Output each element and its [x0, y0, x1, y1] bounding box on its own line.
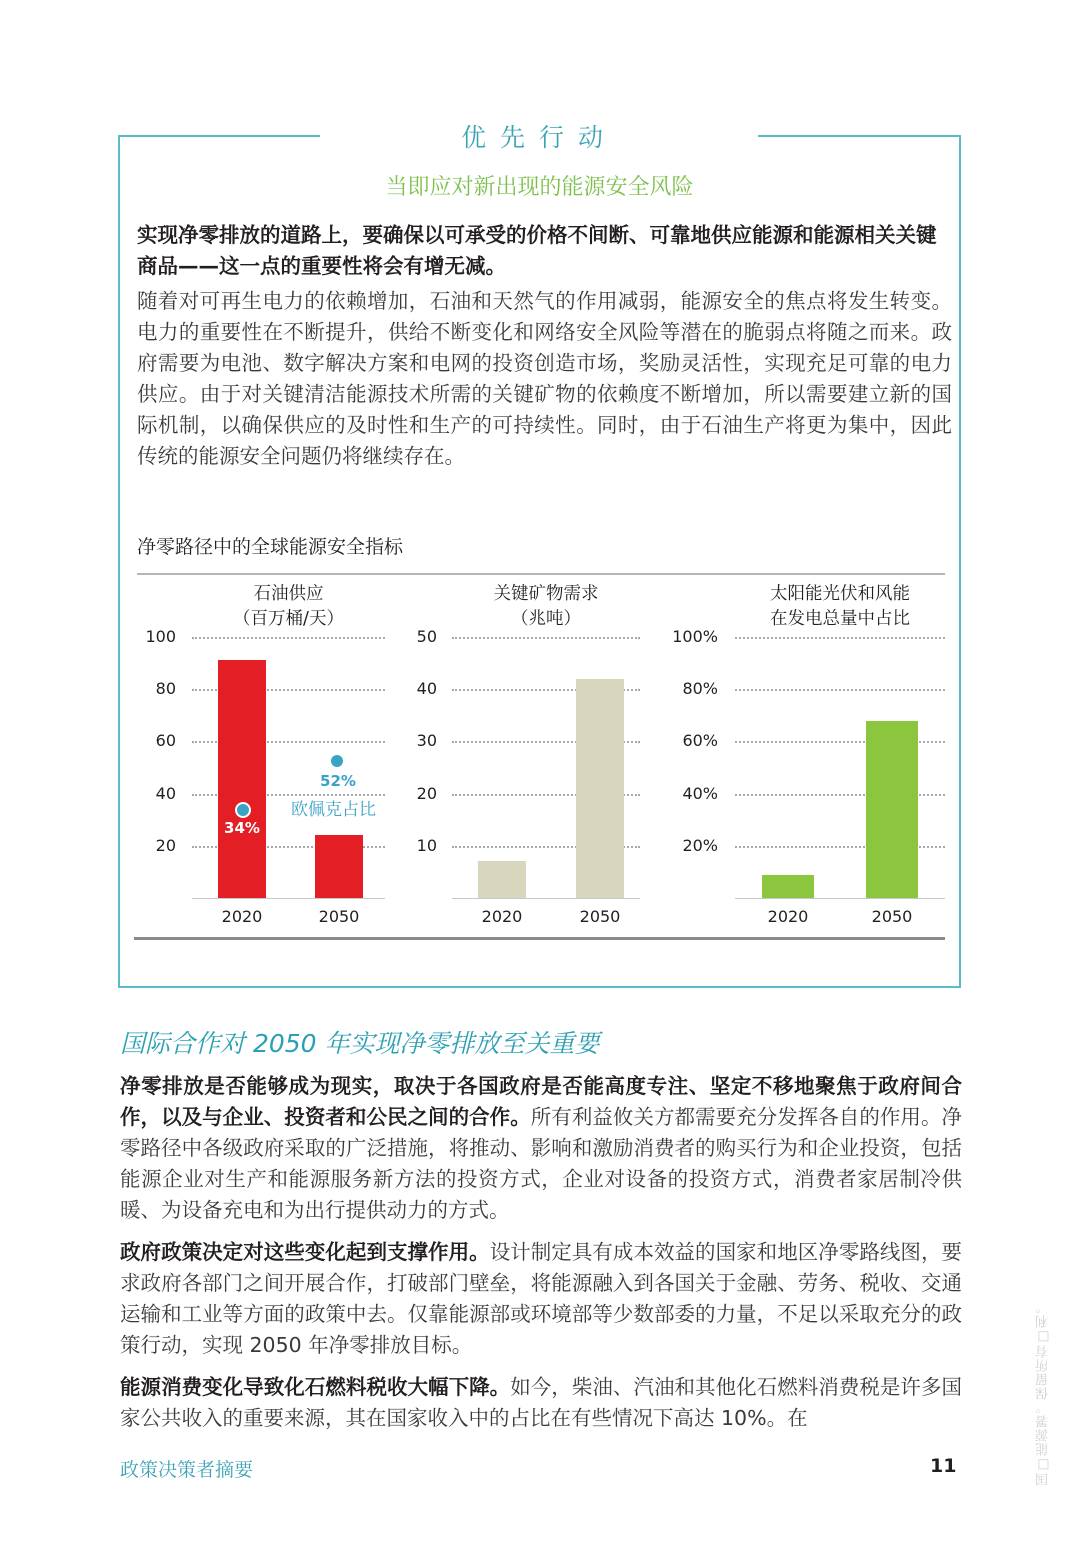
box-top-border-left [118, 135, 320, 137]
y-tick-label: 100% [672, 627, 718, 646]
x-tick-label: 2050 [579, 907, 621, 926]
y-tick-label: 60% [682, 731, 718, 751]
bar-2020 [218, 660, 266, 898]
chart-title-line: 太阳能光伏和风能 [770, 584, 910, 604]
chart-subtitle-line: （兆吨） [511, 609, 581, 629]
x-tick-label: 2020 [481, 907, 523, 926]
bar-2020 [762, 875, 814, 898]
paragraph-2 [120, 1237, 962, 1361]
paragraph-1-body: 所有利益攸关方都需要充分发挥各自的作用。净零路径中各级政府采取的广泛措施，将推动、影响和激励消费者的购买行为和企业投资，包括能源企业对生产和能源服务新方法的投资方式，企业对设备的投资方式，消费者家居制冷供暖、为设备充电和为出行提供动力的方式。 [120, 1105, 962, 1222]
page-number: 11 [930, 1455, 957, 1477]
box-lead-text: 实现净零排放的道路上，要确保以可承受的价格不间断、可靠地供应能源和能源相关关键商品——这一点的重要性将会有增无减。 [137, 223, 937, 278]
chart-heading: 净零路径中的全球能源安全指标 [137, 536, 404, 558]
y-tick-label: 80% [682, 679, 718, 699]
gridline [735, 637, 945, 639]
paragraph-1-lead: 净零排放是否能够成为现实，取决于各国政府是否能高度专注、坚定不移地聚焦于政府间合作，以及与企业、投资者和公民之间的合作。 [120, 1074, 962, 1129]
chart-top-rule [137, 573, 945, 575]
x-axis-baseline [192, 898, 385, 899]
x-tick-label: 2050 [318, 907, 360, 926]
gridline [192, 637, 385, 639]
y-tick-label: 40% [682, 783, 718, 803]
chart-1-title [192, 582, 385, 632]
paragraph-2-lead: 政府政策决定对这些变化起到支撑作用。 [120, 1240, 490, 1264]
chart-title-line: 石油供应 [253, 584, 324, 604]
y-tick-label: 80 [155, 679, 176, 699]
copyright-watermark: 国□能源署。保留所有□利。 [1036, 1300, 1051, 1486]
opec-share-label: 52% [320, 772, 356, 791]
x-axis-baseline [452, 898, 640, 899]
paragraph-3-lead: 能源消费变化导致化石燃料税收大幅下降。 [120, 1375, 511, 1399]
chart-bottom-rule [134, 937, 945, 940]
paragraph-1 [120, 1071, 962, 1226]
bar-2050 [576, 679, 624, 898]
paragraph-3-body: 如今，柴油、汽油和其他化石燃料消费税是许多国家公共收入的重要来源，其在国家收入中的占比在有些情况下高达 10%。在 [120, 1375, 963, 1430]
chart-3-title [735, 582, 945, 632]
bar-2050 [866, 721, 918, 898]
section-title: 国际合作对 2050 年实现净零排放至关重要 [120, 1029, 600, 1058]
opec-share-legend: 欧佩克占比 [291, 800, 376, 821]
y-tick-label: 20 [155, 835, 176, 855]
y-tick-label: 40 [416, 679, 437, 699]
y-tick-label: 30 [416, 731, 437, 751]
paragraph-2-body: 设计制定具有成本效益的国家和地区净零路线图，要求政府各部门之间开展合作，打破部门壁垒，将能源融入到各国关于金融、劳务、税收、交通运输和工业等方面的政策中去。仅靠能源部或环境部等少数部委的力量，不足以采取充分的政策行动，实现 2050 年净零排放目标。 [120, 1240, 963, 1357]
box-subtitle: 当即应对新出现的能源安全风险 [385, 175, 694, 200]
chart-subtitle-line: 在发电总量中占比 [770, 609, 910, 629]
box-title: 优先行动 [460, 123, 617, 152]
gridline [452, 637, 640, 639]
paragraph-3 [120, 1372, 962, 1434]
x-tick-label: 2020 [767, 907, 809, 926]
chart-2-title [452, 582, 640, 632]
box-top-border-right [758, 135, 961, 137]
y-tick-label: 10 [416, 835, 437, 855]
gridline [735, 689, 945, 691]
bar-2050 [315, 835, 363, 898]
x-tick-label: 2020 [221, 907, 263, 926]
y-tick-label: 20% [682, 835, 718, 855]
bar-2020 [478, 861, 526, 898]
y-tick-label: 40 [155, 783, 176, 803]
chart-subtitle-line: （百万桶/天） [233, 609, 344, 629]
chart-title-line: 关键矿物需求 [493, 584, 599, 604]
x-tick-label: 2050 [871, 907, 913, 926]
x-axis-baseline [735, 898, 945, 899]
box-body-text: 随着对可再生电力的依赖增加，石油和天然气的作用减弱，能源安全的焦点将发生转变。电力的重要性在不断提升，供给不断变化和网络安全风险等潜在的脆弱点将随之而来。政府需要为电池、数字解决方案和电网的投资创造市场，奖励灵活性，实现充足可靠的电力供应。由于对关键清洁能源技术所需的关键矿物的依赖度不断增加，所以需要建立新的国际机制，以确保供应的及时性和生产的可持续性。同时，由于石油生产将更为集中，因此传统的能源安全问题仍将继续存在。 [137, 289, 952, 468]
footer-title: 政策决策者摘要 [120, 1459, 254, 1481]
opec-share-label: 34% [224, 819, 260, 838]
y-tick-label: 20 [416, 783, 437, 803]
y-tick-label: 50 [416, 627, 437, 646]
y-tick-label: 100 [145, 627, 176, 646]
y-tick-label: 60 [155, 731, 176, 751]
